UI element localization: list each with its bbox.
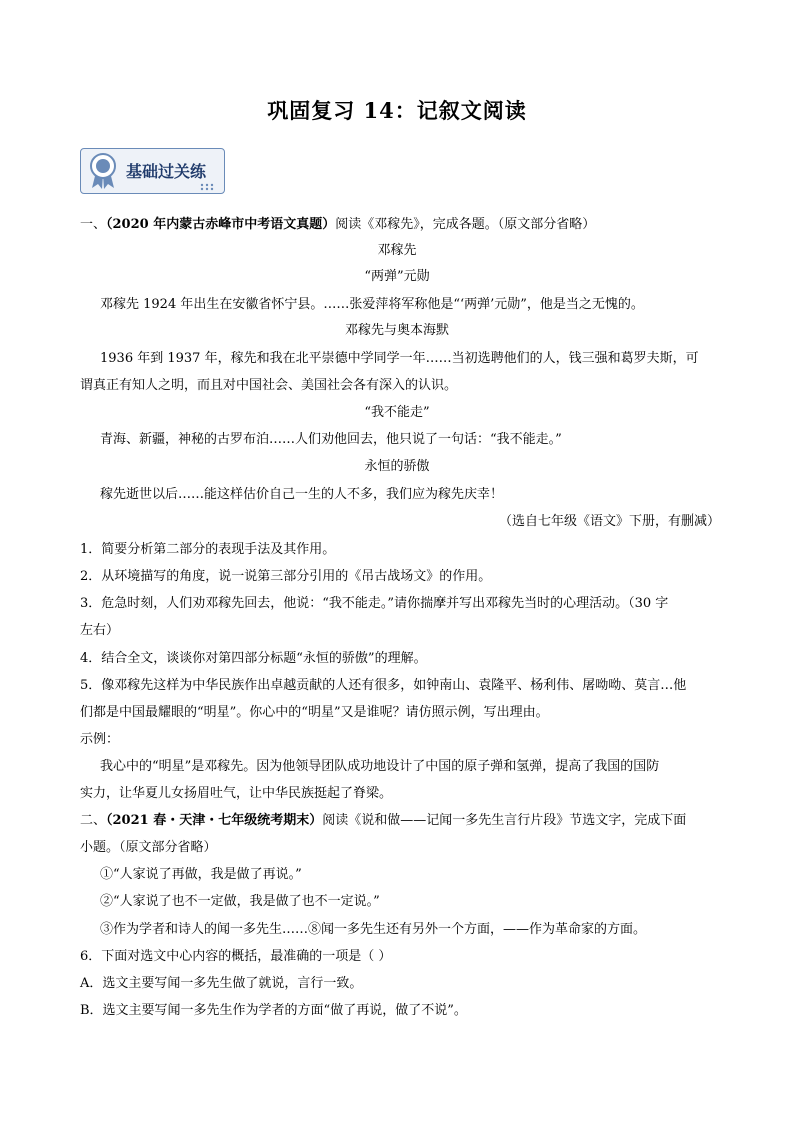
- decorative-dots: [199, 182, 219, 192]
- option-b: B．选文主要写闻一多先生作为学者的方面“做了再说，做了不说”。: [80, 1003, 467, 1018]
- part2-text-line1: 1936 年到 1937 年，稼先和我在北平崇德中学同学一年……当初选聘他们的人，钱三强和葛罗夫斯，可: [100, 351, 699, 366]
- question-6: 6．下面对选文中心内容的概括，最准确的一项是（ ）: [80, 949, 392, 964]
- question-4: 4．结合全文，谈谈你对第四部分标题“永恒的骄傲”的理解。: [80, 651, 427, 666]
- source-note: （选自七年级《语文》下册，有删减）: [498, 514, 720, 529]
- question-2: 2．从环境描写的角度，说一说第三部分引用的《吊古战场文》的作用。: [80, 569, 492, 584]
- example-line1: 我心中的“明星”是邓稼先。因为他领导团队成功地设计了中国的原子弹和氢弹，提高了我国的国防: [100, 759, 660, 774]
- q1-source: （2020 年内蒙古赤峰市中考语文真题）: [106, 217, 336, 232]
- excerpt-1: ①“人家说了再做，我是做了再说。”: [100, 867, 302, 882]
- page-title: 巩固复习 14：记叙文阅读: [267, 98, 527, 123]
- q2-source: （2021 春・天津・七年级统考期末）: [106, 813, 323, 828]
- part2-text-line2: 谓真正有知人之明，而且对中国社会、美国社会各有深入的认识。: [80, 378, 458, 393]
- part4-title: 永恒的骄傲: [364, 459, 430, 474]
- medal-icon: [88, 152, 118, 190]
- question-5: 5．像邓稼先这样为中华民族作出卓越贡献的人还有很多，如钟南山、袁隆平、杨利伟、屠呦呦、莫言…他: [80, 678, 687, 693]
- q2-intro: [80, 812, 720, 830]
- question-1: 1．简要分析第二部分的表现手法及其作用。: [80, 542, 336, 557]
- q1-intro: [80, 216, 720, 234]
- example-line2: 实力，让华夏儿女扬眉吐气，让中华民族挺起了脊梁。: [80, 786, 393, 801]
- section-badge-label: 基础过关练: [126, 162, 207, 181]
- example-label: 示例：: [80, 732, 120, 747]
- q2-intro-line2: 小题。（原文部分省略）: [80, 840, 217, 855]
- q2-prefix: 二、: [80, 813, 107, 828]
- question-5-cont: 们都是中国最耀眼的“明星”。你心中的“明星”又是谁呢？请仿照示例，写出理由。: [80, 705, 549, 720]
- question-3-cont: 左右）: [80, 623, 120, 638]
- excerpt-3: ③作为学者和诗人的闻一多先生……⑧闻一多先生还有另外一个方面，——作为革命家的方面。: [100, 922, 647, 937]
- q2-intro-rest: 阅读《说和做——记闻一多先生言行片段》节选文字，完成下面: [322, 813, 687, 828]
- q1-heading: 邓稼先: [377, 243, 417, 258]
- part2-title: 邓稼先与奥本海默: [344, 323, 449, 338]
- part3-title: “我不能走”: [364, 405, 430, 420]
- section-badge: [80, 148, 225, 196]
- part1-text: 邓稼先 1924 年出生在安徽省怀宁县。……张爱萍将军称他是“‘两弹’元勋”，他是当之无愧的。: [100, 297, 644, 312]
- q1-prefix: 一、: [80, 217, 107, 232]
- option-a: A．选文主要写闻一多先生做了就说，言行一致。: [80, 976, 363, 991]
- part1-title: “两弹”元勋: [364, 269, 430, 284]
- part3-text: 青海、新疆，神秘的古罗布泊……人们劝他回去，他只说了一句话：“我不能走。”: [100, 432, 562, 447]
- part4-text: 稼先逝世以后……能这样估价自己一生的人不多，我们应为稼先庆幸！: [100, 487, 504, 502]
- excerpt-2: ②“人家说了也不一定做，我是做了也不一定说。”: [100, 894, 380, 909]
- question-3: 3．危急时刻，人们劝邓稼先回去，他说：“我不能走。”请你揣摩并写出邓稼先当时的心理活动。（30 字: [80, 596, 669, 611]
- q1-intro-rest: 阅读《邓稼先》，完成各题。（原文部分省略）: [335, 217, 596, 232]
